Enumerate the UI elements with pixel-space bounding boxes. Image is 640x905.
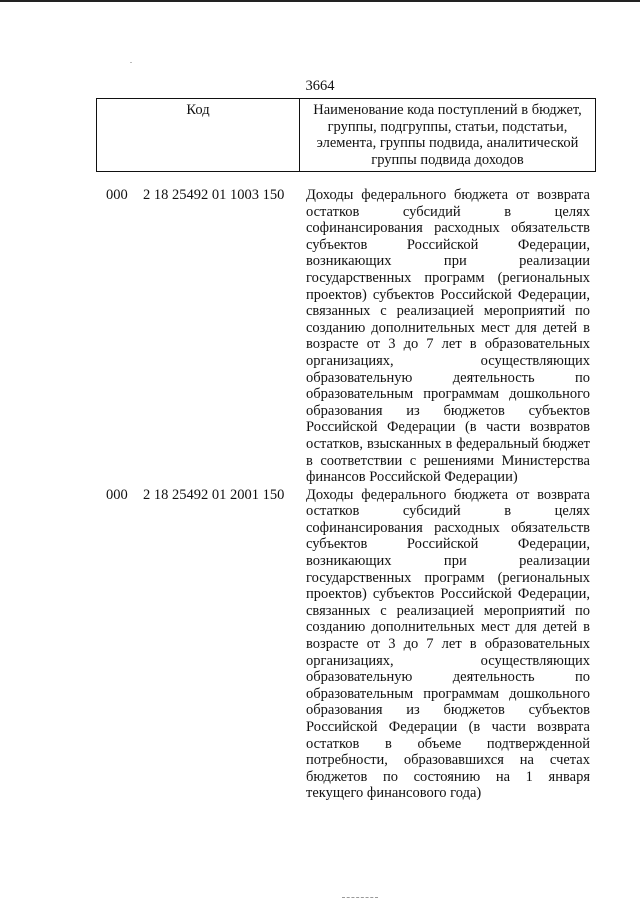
row-revenue-name: Доходы федерального бюджета от возврата остатков субсидий в целях софинансирования расходных обязательств субъектов Российской Федерации, возникающих при реализации государственных программ (региональных проектов) субъектов Российской Федерации, связанных с реализацией мероприятий по созданию дополнительных мест для детей в возрасте от 3 до 7 лет в образовательных организациях, осуществляющих образовательную деятельность по образовательным программам дошкольного образования из бюджетов субъектов Российской Федерации (в части возврата остатков в объеме подтвержденной потребности, образовавшихся на счетах бюджетов по состоянию на 1 января текущего финансового года)	[306, 486, 590, 802]
table-row	[0, 187, 640, 486]
table-body	[0, 187, 640, 802]
scan-speck	[130, 62, 132, 63]
page-number: 3664	[305, 78, 335, 94]
row-admin-code: 000	[106, 486, 128, 503]
table-row	[0, 487, 640, 802]
row-revenue-code: 2 18 25492 01 2001 150	[143, 486, 285, 503]
table-header	[96, 98, 596, 172]
top-border-line	[0, 0, 640, 2]
header-code-column: Код	[97, 99, 300, 171]
row-revenue-code: 2 18 25492 01 1003 150	[143, 187, 285, 203]
row-admin-code: 000	[106, 187, 128, 203]
bottom-scan-mark	[342, 897, 378, 898]
header-name-column: Наименование кода поступлений в бюджет, группы, подгруппы, статьи, подстатьи, элемента, группы подвида, аналитической группы подвида доходов	[313, 102, 582, 168]
row-revenue-name: Доходы федерального бюджета от возврата остатков субсидий в целях софинансирования расходных обязательств субъектов Российской Федерации, возникающих при реализации государственных программ (региональных проектов) субъектов Российской Федерации, связанных с реализацией мероприятий по созданию дополнительных мест для детей в возрасте от 3 до 7 лет в образовательных организациях, осуществляющих образовательную деятельность по образовательным программам дошкольного образования из бюджетов субъектов Российской Федерации (в части возвратов остатков, взысканных в федеральный бюджет в соответствии с решениями Министерства финансов Российской Федерации)	[306, 187, 590, 486]
